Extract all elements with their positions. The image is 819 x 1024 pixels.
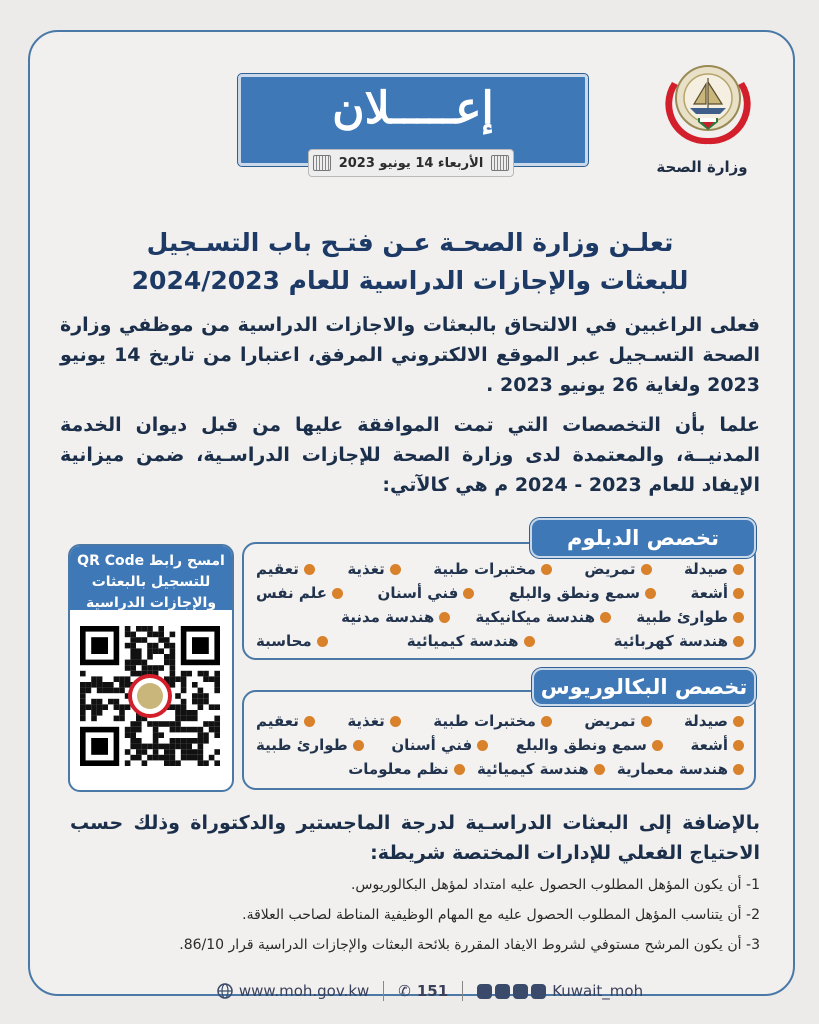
date-bar (308, 149, 514, 177)
list-item: صيدلة (684, 712, 744, 730)
bullet-icon (524, 636, 535, 647)
qr-code[interactable] (80, 626, 220, 766)
headline-line-2: للبعثات والإجازات الدراسية للعام 2024/2023 (131, 266, 689, 295)
bullet-icon (733, 716, 744, 727)
list-item: طوارئ طبية (256, 736, 364, 754)
condition-3: 3- أن يكون المرشح مستوفي لشروط الايفاد المقررة بلائحة البعثات والإجازات الدراسية قرار 86/10. (179, 937, 760, 953)
qr-card (68, 544, 234, 792)
date-text: الأربعاء 14 يونيو 2023 (338, 155, 484, 171)
condition-1: 1- أن يكون المؤهل المطلوب الحصول عليه امتداد لمؤهل البكالوريوس. (350, 877, 760, 893)
list-item: هندسة معمارية (617, 760, 744, 778)
list-item: تعقيم (256, 560, 315, 578)
bullet-icon (594, 764, 605, 775)
diploma-row (256, 558, 744, 580)
list-item: سمع ونطق والبلع (516, 736, 663, 754)
list-item: هندسة كهربائية (614, 632, 744, 650)
diploma-row (256, 582, 744, 604)
footer (190, 978, 670, 1004)
website-text: www.moh.gov.kw (238, 982, 370, 1000)
youtube-icon[interactable] (531, 984, 546, 999)
bullet-icon (454, 764, 465, 775)
qr-caption: امسح رابط QR Code للتسجيل بالبعثات والإجازات الدراسية (70, 546, 232, 610)
bullet-icon (477, 740, 488, 751)
bullet-icon (600, 612, 611, 623)
website-link[interactable] (217, 982, 369, 1000)
ministry-name: وزارة الصحة (656, 158, 748, 176)
diploma-title: تخصص الدبلوم (530, 518, 756, 558)
social-handle: Kuwait_moh (552, 982, 644, 1000)
list-item: صيدلة (684, 560, 744, 578)
bullet-icon (733, 588, 744, 599)
bullet-icon (317, 636, 328, 647)
bullet-icon (463, 588, 474, 599)
list-item: تعقيم (256, 712, 315, 730)
paragraph-postgraduate: بالإضافة إلى البعثات الدراسـية لدرجة الماجستير والدكتوراة وذلك حسب الاحتياج الفعلي للإدارات المختصة شريطة: (70, 812, 760, 864)
bullet-icon (641, 564, 652, 575)
bullet-icon (733, 740, 744, 751)
list-item: علم نفس (256, 584, 343, 602)
list-item: مختبرات طبية (433, 712, 552, 730)
diploma-row (256, 606, 744, 628)
globe-icon (217, 983, 233, 999)
list-item: تغذية (347, 712, 401, 730)
list-item: أشعة (691, 736, 744, 754)
diploma-row (256, 630, 744, 652)
bullet-icon (304, 716, 315, 727)
bullet-icon (641, 716, 652, 727)
bachelor-row (256, 710, 744, 732)
list-item: تمريض (584, 712, 651, 730)
paragraph-registration: فعلى الراغبين في الالتحاق بالبعثات والاجازات الدراسية من موظفي وزارة الصحة التسـجيل عبر الموقع الالكتروني المرفق، اعتبارا من تاريخ 14 يونيو 2023 ولغاية 26 يونيو 2023 . (60, 314, 760, 396)
bachelor-title: تخصص البكالوريوس (532, 668, 756, 706)
bullet-icon (439, 612, 450, 623)
phone-icon: ✆ (398, 982, 411, 1000)
phone-number: 151 (416, 982, 449, 1000)
calendar-icon (491, 155, 509, 171)
diploma-list (242, 542, 756, 660)
ministry-logo (656, 52, 760, 152)
headline (90, 224, 730, 300)
paragraph-specializations: علما بأن التخصصات التي تمت الموافقة عليها من قبل ديوان الخدمة المدنيــة، والمعتمدة لدى وزارة الصحة للإجازات الدراسـية، ضمن ميزانية الإيفاد للعام 2023 - 2024 م هي كالآتي: (60, 414, 760, 496)
bullet-icon (645, 588, 656, 599)
bullet-icon (332, 588, 343, 599)
announcement-title: إعـــــلان (332, 83, 494, 134)
list-item: طوارئ طبية (636, 608, 744, 626)
condition-2: 2- أن يتناسب المؤهل المطلوب الحصول عليه مع المهام الوظيفية المناطة لصاحب العلاقة. (242, 907, 760, 923)
list-item: هندسة مدنية (341, 608, 450, 626)
list-item: مختبرات طبية (433, 560, 552, 578)
facebook-icon[interactable] (477, 984, 492, 999)
list-item: تغذية (347, 560, 401, 578)
bullet-icon (733, 764, 744, 775)
list-item: هندسة كيميائية (407, 632, 535, 650)
bachelor-row (256, 734, 744, 756)
social-icons (477, 984, 546, 999)
bullet-icon (304, 564, 315, 575)
bullet-icon (390, 564, 401, 575)
list-item: تمريض (584, 560, 651, 578)
list-item: نظم معلومات (348, 760, 465, 778)
bullet-icon (541, 564, 552, 575)
bullet-icon (652, 740, 663, 751)
phone-link[interactable] (398, 982, 448, 1000)
list-item: فني أسنان (391, 736, 488, 754)
bullet-icon (733, 564, 744, 575)
headline-line-1: تعلـن وزارة الصحـة عـن فتـح باب التسـجيل (146, 228, 674, 257)
list-item: محاسبة (256, 632, 328, 650)
list-item: أشعة (691, 584, 744, 602)
bachelor-row (256, 758, 744, 780)
social-links[interactable] (477, 982, 643, 1000)
calendar-icon (313, 155, 331, 171)
list-item: هندسة كيميائية (477, 760, 605, 778)
instagram-icon[interactable] (495, 984, 510, 999)
bullet-icon (390, 716, 401, 727)
bullet-icon (733, 636, 744, 647)
divider (383, 981, 384, 1001)
bullet-icon (541, 716, 552, 727)
list-item: سمع ونطق والبلع (509, 584, 656, 602)
bullet-icon (733, 612, 744, 623)
list-item: هندسة ميكانيكية (475, 608, 611, 626)
divider (462, 981, 463, 1001)
twitter-icon[interactable] (513, 984, 528, 999)
bullet-icon (353, 740, 364, 751)
list-item: فني أسنان (378, 584, 475, 602)
